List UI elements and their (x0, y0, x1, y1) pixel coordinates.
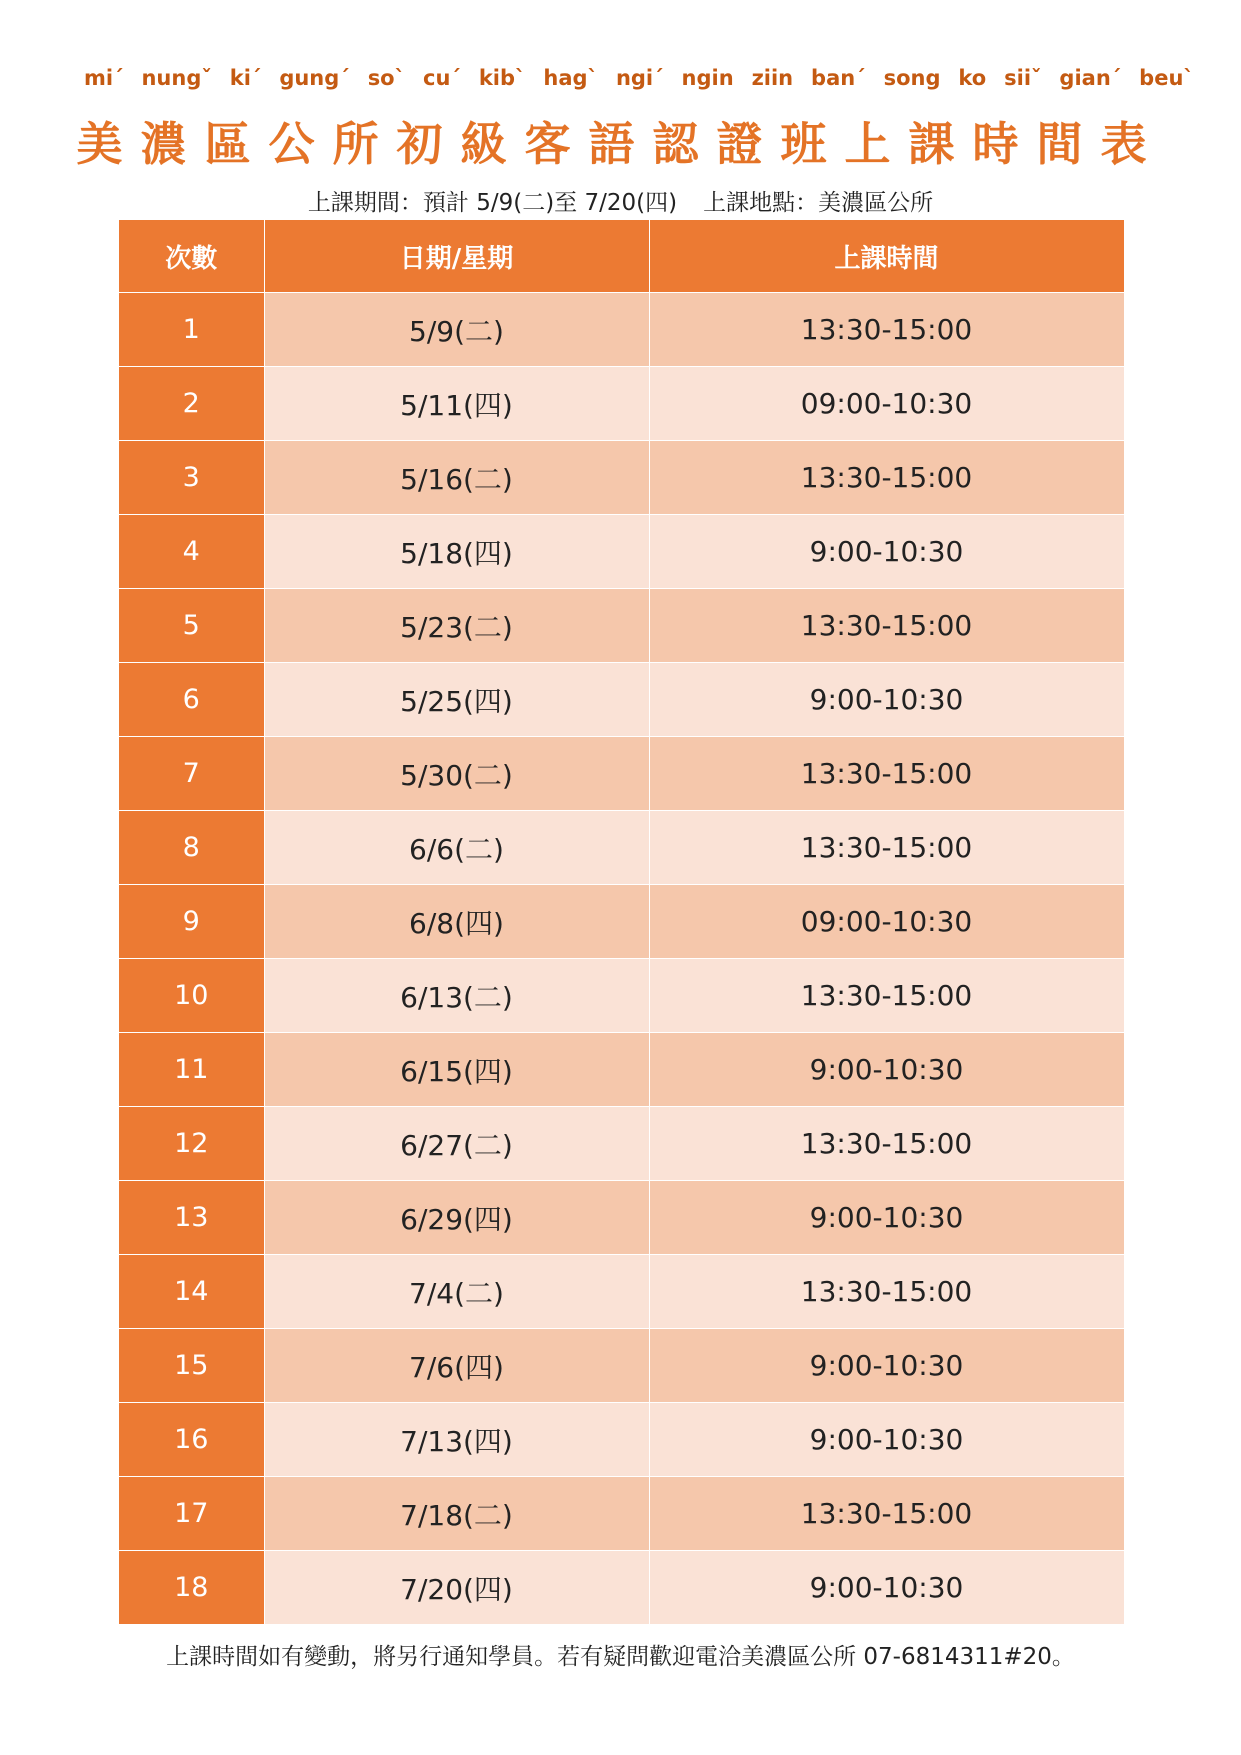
time-cell: 13:30-15:00 (649, 1255, 1124, 1329)
session-number-cell: 15 (119, 1329, 264, 1403)
session-number-cell: 14 (119, 1255, 264, 1329)
romanization-syllable: kibˋ (478, 66, 526, 90)
romanization-syllable: gianˊ (1059, 66, 1122, 90)
schedule-body (119, 293, 1124, 1625)
course-location: 上課地點：美濃區公所 (703, 190, 934, 216)
date-cell: 6/29(四) (264, 1181, 649, 1255)
table-row (119, 885, 1124, 959)
time-cell: 13:30-15:00 (649, 811, 1124, 885)
session-number-cell: 5 (119, 589, 264, 663)
time-cell: 9:00-10:30 (649, 1329, 1124, 1403)
table-row (119, 515, 1124, 589)
romanization-syllable: hagˋ (543, 66, 599, 90)
romanization-syllable: ko (958, 66, 987, 90)
session-number-cell: 8 (119, 811, 264, 885)
date-cell: 7/6(四) (264, 1329, 649, 1403)
table-row (119, 1181, 1124, 1255)
session-number-cell: 10 (119, 959, 264, 1033)
table-row (119, 959, 1124, 1033)
table-row (119, 1329, 1124, 1403)
hakka-romanization-line (84, 66, 1194, 90)
romanization-syllable: nungˇ (141, 66, 212, 90)
session-number-cell: 2 (119, 367, 264, 441)
session-number-cell: 6 (119, 663, 264, 737)
header-session-number: 次數 (119, 220, 264, 293)
table-row (119, 1255, 1124, 1329)
time-cell: 9:00-10:30 (649, 1403, 1124, 1477)
header-class-time: 上課時間 (649, 220, 1124, 293)
romanization-syllable: gungˊ (279, 66, 350, 90)
romanization-syllable: miˊ (84, 66, 124, 90)
date-cell: 6/13(二) (264, 959, 649, 1033)
table-row (119, 1551, 1124, 1625)
table-row (119, 737, 1124, 811)
session-number-cell: 1 (119, 293, 264, 367)
date-cell: 7/4(二) (264, 1255, 649, 1329)
session-number-cell: 13 (119, 1181, 264, 1255)
romanization-syllable: song (883, 66, 941, 90)
time-cell: 13:30-15:00 (649, 589, 1124, 663)
romanization-syllable: beuˋ (1139, 66, 1194, 90)
time-cell: 13:30-15:00 (649, 293, 1124, 367)
table-row (119, 811, 1124, 885)
course-info (0, 184, 1241, 217)
date-cell: 6/15(四) (264, 1033, 649, 1107)
time-cell: 13:30-15:00 (649, 1107, 1124, 1181)
schedule-table (119, 220, 1125, 1625)
date-cell: 5/11(四) (264, 367, 649, 441)
page-title: 美濃區公所初級客語認證班上課時間表 (76, 117, 1165, 171)
table-row (119, 589, 1124, 663)
date-cell: 7/20(四) (264, 1551, 649, 1625)
date-cell: 5/23(二) (264, 589, 649, 663)
date-cell: 5/18(四) (264, 515, 649, 589)
time-cell: 9:00-10:30 (649, 1181, 1124, 1255)
session-number-cell: 4 (119, 515, 264, 589)
session-number-cell: 17 (119, 1477, 264, 1551)
table-header-row (119, 220, 1124, 293)
romanization-syllable: kiˊ (229, 66, 262, 90)
date-cell: 5/25(四) (264, 663, 649, 737)
date-cell: 6/6(二) (264, 811, 649, 885)
romanization-syllable: banˊ (811, 66, 866, 90)
time-cell: 09:00-10:30 (649, 367, 1124, 441)
romanization-syllable: ziin (751, 66, 794, 90)
romanization-syllable: soˋ (367, 66, 406, 90)
course-period: 上課期間：預計 5/9(二)至 7/20(四) (307, 190, 678, 216)
table-row (119, 1477, 1124, 1551)
time-cell: 13:30-15:00 (649, 441, 1124, 515)
session-number-cell: 16 (119, 1403, 264, 1477)
time-cell: 13:30-15:00 (649, 1477, 1124, 1551)
table-row (119, 1107, 1124, 1181)
table-row (119, 663, 1124, 737)
time-cell: 9:00-10:30 (649, 1551, 1124, 1625)
session-number-cell: 11 (119, 1033, 264, 1107)
time-cell: 13:30-15:00 (649, 737, 1124, 811)
time-cell: 9:00-10:30 (649, 1033, 1124, 1107)
romanization-syllable: ngiˊ (615, 66, 664, 90)
date-cell: 7/13(四) (264, 1403, 649, 1477)
romanization-syllable: siiˇ (1004, 66, 1042, 90)
table-row (119, 441, 1124, 515)
time-cell: 9:00-10:30 (649, 515, 1124, 589)
table-row (119, 293, 1124, 367)
session-number-cell: 18 (119, 1551, 264, 1625)
date-cell: 5/9(二) (264, 293, 649, 367)
table-row (119, 1403, 1124, 1477)
header-date-weekday: 日期/星期 (264, 220, 649, 293)
date-cell: 6/8(四) (264, 885, 649, 959)
table-row (119, 1033, 1124, 1107)
session-number-cell: 7 (119, 737, 264, 811)
romanization-syllable: ngin (681, 66, 734, 90)
session-number-cell: 3 (119, 441, 264, 515)
date-cell: 5/30(二) (264, 737, 649, 811)
footer-note: 上課時間如有變動，將另行通知學員。若有疑問歡迎電洽美濃區公所 07-6814311#20。 (166, 1644, 1075, 1670)
time-cell: 9:00-10:30 (649, 663, 1124, 737)
date-cell: 5/16(二) (264, 441, 649, 515)
session-number-cell: 12 (119, 1107, 264, 1181)
date-cell: 7/18(二) (264, 1477, 649, 1551)
date-cell: 6/27(二) (264, 1107, 649, 1181)
time-cell: 09:00-10:30 (649, 885, 1124, 959)
time-cell: 13:30-15:00 (649, 959, 1124, 1033)
romanization-syllable: cuˊ (423, 66, 461, 90)
table-row (119, 367, 1124, 441)
session-number-cell: 9 (119, 885, 264, 959)
